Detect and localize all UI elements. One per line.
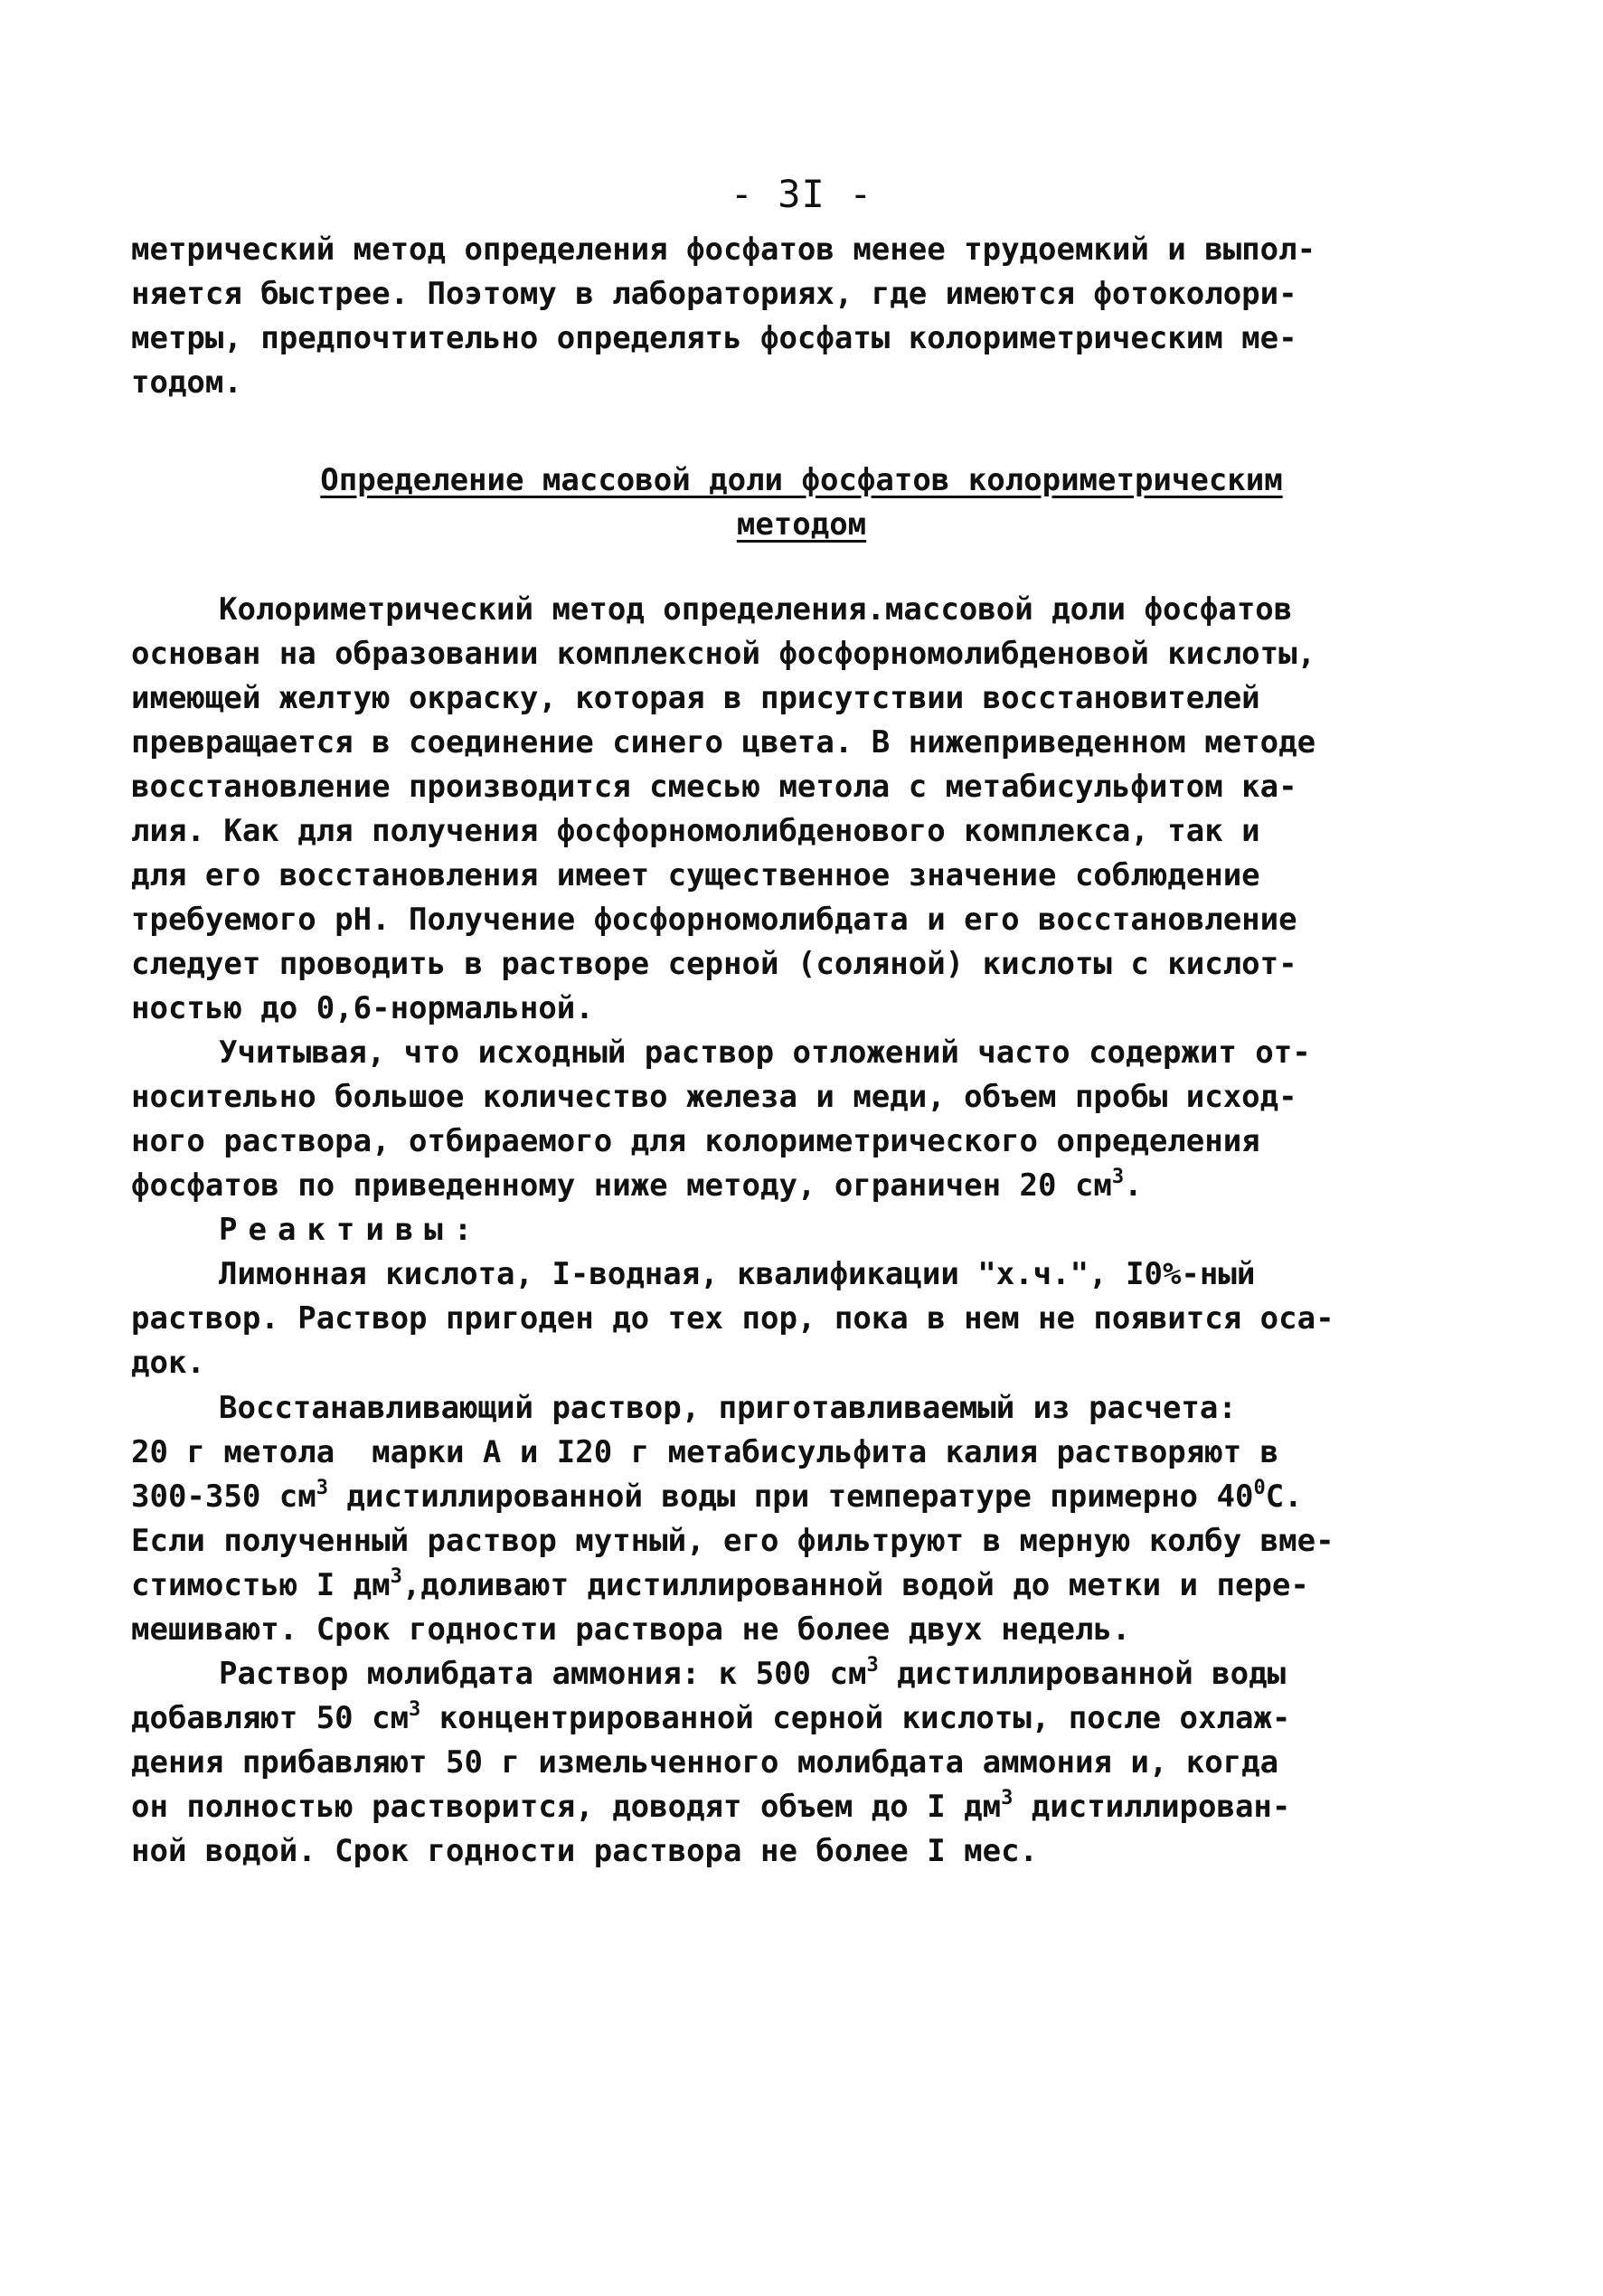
heading-line-2: методом xyxy=(736,506,867,543)
citric-acid-paragraph xyxy=(131,1252,1334,1385)
paragraph-line: док. xyxy=(131,1345,205,1381)
paragraph-line: превращается в соединение синего цвета. В нижеприведенном методе xyxy=(131,724,1316,761)
page-number: - 3I - xyxy=(730,172,873,216)
paragraph-line: 20 г метола марки А и I20 г метабисульфита калия растворяют в xyxy=(131,1434,1279,1470)
paragraph-line: ностью до 0,6-нормальной. xyxy=(131,990,594,1026)
paragraph-line: дения прибавляют 50 г измельченного молибдата аммония и, когда xyxy=(131,1744,1279,1781)
paragraph-line: основан на образовании комплексной фосфорномолибденовой кислоты, xyxy=(131,636,1316,672)
paragraph-line xyxy=(131,1785,1306,1829)
intro-paragraph xyxy=(131,228,1316,405)
paragraph-line-text: С. xyxy=(1265,1479,1303,1515)
paragraph-line-text: 300-350 см xyxy=(131,1479,316,1515)
paragraph-line-text: он полностью растворится, доводят объем до I дм xyxy=(131,1789,1002,1825)
intro-line: няется быстрее. Поэтому в лабораториях, где имеются фотоколори- xyxy=(131,276,1297,312)
paragraph-line: носительно большое количество железа и меди, объем пробы исход- xyxy=(131,1079,1297,1115)
intro-line: тодом. xyxy=(131,364,242,401)
paragraph-line xyxy=(131,1652,1306,1696)
paragraph-line-text: стимостью I дм xyxy=(131,1567,391,1603)
paragraph-line: требуемого рН. Получение фосфорномолибдата и его восстановление xyxy=(131,902,1297,938)
paragraph-line: Учитывая, что исходный раствор отложений часто содержит от- xyxy=(219,1035,1311,1071)
paragraph-line: раствор. Раствор пригоден до тех пор, пока в нем не появится оса- xyxy=(131,1300,1334,1337)
paragraph-line: Если полученный раствор мутный, его фильтруют в мерную колбу вме- xyxy=(131,1523,1334,1559)
superscript: 3 xyxy=(1001,1787,1014,1809)
punctuation: . xyxy=(1124,1167,1143,1204)
paragraph-line xyxy=(131,1564,1309,1608)
paragraph-line: ного раствора, отбираемого для колориметрического определения xyxy=(131,1123,1260,1159)
superscript: 3 xyxy=(1111,1166,1125,1188)
paragraph-line: лия. Как для получения фосфорномолибденового комплекса, так и xyxy=(131,813,1260,849)
intro-line: метрический метод определения фосфатов менее трудоемкий и выпол- xyxy=(131,231,1316,268)
paragraph-line-text: дистиллированной воды xyxy=(878,1656,1287,1692)
paragraph-line: ной водой. Срок годности раствора не более I мес. xyxy=(131,1833,1039,1869)
paragraph-line-text: фосфатов по приведенному ниже методу, ограничен 20 см xyxy=(131,1167,1112,1204)
superscript: 3 xyxy=(316,1477,328,1499)
paragraph-line xyxy=(131,1164,1306,1208)
intro-line: метры, предпочтительно определять фосфаты колориметрическим ме- xyxy=(131,320,1297,356)
paragraph-line: Лимонная кислота, I-водная, квалификации "х.ч.", I0%-ный xyxy=(219,1256,1256,1292)
paragraph-line: следует проводить в растворе серной (соляной) кислоты с кислот- xyxy=(131,946,1297,982)
sample-paragraph xyxy=(131,1031,1311,1252)
paragraph-line-text: ,доливают дистиллированной водой до метки и пере- xyxy=(401,1567,1309,1603)
molybdate-paragraph xyxy=(131,1652,1306,1874)
superscript: 3 xyxy=(409,1698,421,1721)
paragraph-line: Колориметрический метод определения.массовой доли фосфатов xyxy=(219,591,1293,628)
superscript: 3 xyxy=(390,1565,402,1588)
method-paragraph xyxy=(131,588,1316,1031)
paragraph-line-text: добавляют 50 см xyxy=(131,1700,410,1736)
section-heading xyxy=(0,458,1603,546)
paragraph-line xyxy=(131,1475,1306,1519)
paragraph-line: мешивают. Срок годности раствора не более двух недель. xyxy=(131,1611,1131,1648)
paragraph-line-text: дистиллирован- xyxy=(1013,1789,1291,1825)
paragraph-line-text: Раствор молибдата аммония: к 500 см xyxy=(219,1656,867,1692)
paragraph-line-text: концентрированной серной кислоты, после охлаж- xyxy=(420,1700,1291,1736)
superscript: 3 xyxy=(866,1654,879,1677)
reducing-solution-paragraph xyxy=(131,1386,1334,1652)
paragraph-line: для его восстановления имеет существенное значение соблюдение xyxy=(131,857,1260,893)
reagents-title: Реактивы: xyxy=(219,1212,484,1248)
paragraph-line: имеющей желтую окраску, которая в присутствии восстановителей xyxy=(131,680,1260,716)
paragraph-line-text: дистиллированной воды при температуре примерно 40 xyxy=(327,1479,1254,1515)
paragraph-line: восстановление производится смесью метола с метабисульфитом ка- xyxy=(131,769,1297,805)
heading-line-1: Определение массовой доли фосфатов колориметрическим xyxy=(320,462,1283,498)
superscript: 0 xyxy=(1253,1477,1266,1499)
paragraph-line: Восстанавливающий раствор, приготавливаемый из расчета: xyxy=(219,1390,1237,1426)
paragraph-line xyxy=(131,1696,1306,1741)
